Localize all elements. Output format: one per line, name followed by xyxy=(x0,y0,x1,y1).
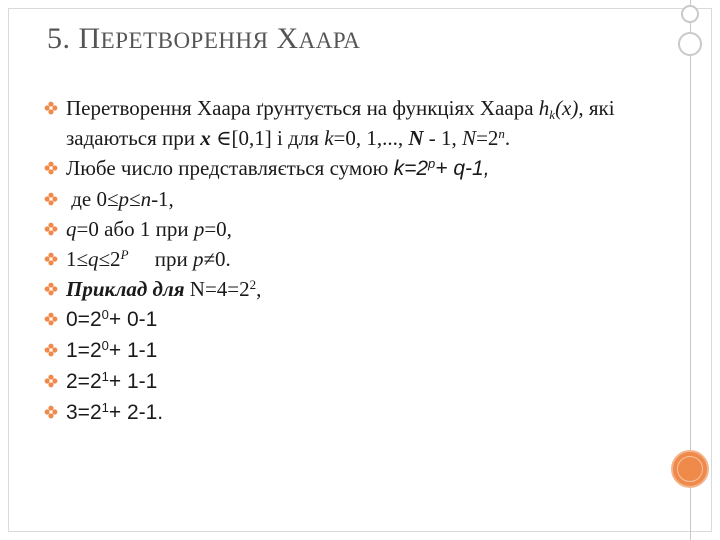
orange-flower-bullet-icon xyxy=(44,252,58,266)
bullet-list xyxy=(44,93,644,428)
list-item: Перетворення Хаара ґрунтується на функціях Хаара $h_k(x)$, які задаються при x ∈[0,1] і для k=0, 1,..., N - 1, $N=2^n$. xyxy=(44,93,644,153)
orange-flower-bullet-icon xyxy=(44,161,58,175)
orange-flower-bullet-icon xyxy=(44,312,58,326)
list-item: Любе число представляється сумою $k=2^p+ q-1$, xyxy=(44,153,644,184)
orange-flower-bullet-icon xyxy=(44,282,58,296)
orange-flower-bullet-icon xyxy=(44,101,58,115)
orange-flower-bullet-icon xyxy=(44,405,58,419)
orange-flower-bullet-icon xyxy=(44,192,58,206)
list-item: Приклад для $N=4=2^2$, xyxy=(44,274,644,304)
orange-flower-bullet-icon xyxy=(44,374,58,388)
decorative-circle-small xyxy=(681,5,699,23)
decorative-circle-orange xyxy=(671,450,709,488)
orange-flower-bullet-icon xyxy=(44,343,58,357)
list-item: $1\le q\le 2^P$ при p≠0. xyxy=(44,244,644,274)
decorative-circle-medium xyxy=(678,32,702,56)
list-item: $1=2^0+ 1-1$ xyxy=(44,335,644,366)
list-item: $3=2^1+ 2-1$. xyxy=(44,397,644,428)
list-item: q=0 або 1 при p=0, xyxy=(44,214,644,244)
slide-title: 5. ПЕРЕТВОРЕННЯ ХААРА xyxy=(47,22,361,55)
list-item: $2=2^1+ 1-1$ xyxy=(44,366,644,397)
list-item: $0=2^0+ 0-1$ xyxy=(44,304,644,335)
list-item: де 0≤p≤n-1, xyxy=(44,184,644,214)
orange-flower-bullet-icon xyxy=(44,222,58,236)
